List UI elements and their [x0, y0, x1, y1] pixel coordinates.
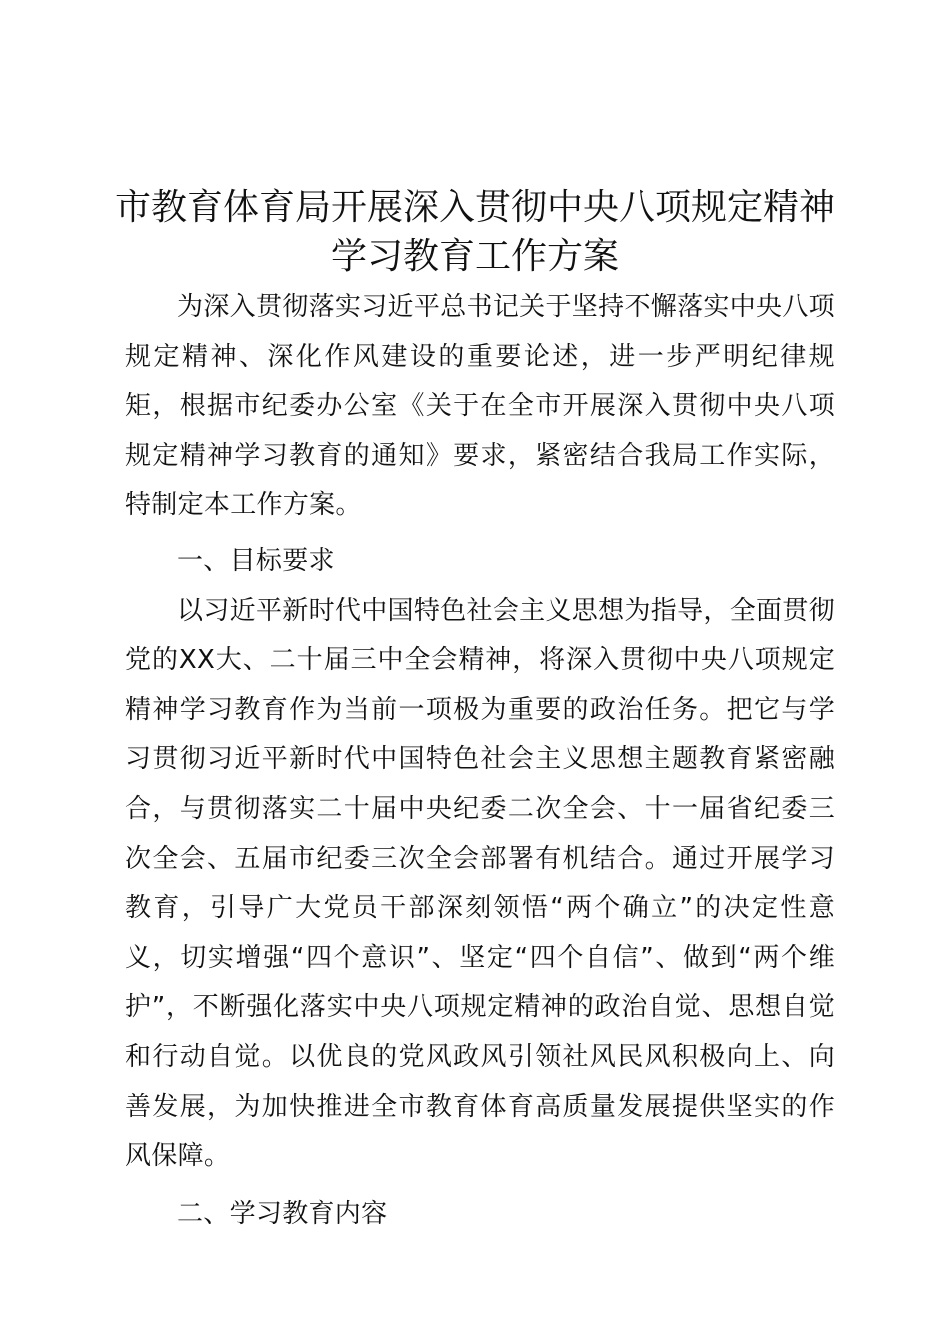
- section-1-paragraph: 以习近平新时代中国特色社会主义思想为指导，全面贯彻党的XX大、二十届三中全会精神，将深入贯彻中央八项规定精神学习教育作为当前一项极为重要的政治任务。把它与学习贯彻习近平新时代中国特色社会主义思想主题教育紧密融合，与贯彻落实二十届中央纪委二次全会、十一届省纪委三次全会、五届市纪委三次全会部署有机结合。通过开展学习教育，引导广大党员干部深刻领悟“两个确立”的决定性意义，切实增强“四个意识”、坚定“四个自信”、做到“两个维护”，不断强化落实中央八项规定精神的政治自觉、思想自觉和行动自觉。以优良的党风政风引领社风民风积极向上、向善发展，为加快推进全市教育体育高质量发展提供坚实的作风保障。: [125, 595, 835, 1172]
- section-1-heading: 一、目标要求: [177, 545, 335, 576]
- document-title-line-1: 市教育体育局开展深入贯彻中央八项规定精神: [114, 187, 835, 228]
- document-body: [125, 283, 835, 1239]
- document-title-line-2: 学习教育工作方案: [330, 236, 619, 277]
- section-2-heading: 二、学习教育内容: [177, 1198, 388, 1229]
- intro-paragraph: 为深入贯彻落实习近平总书记关于坚持不懈落实中央八项规定精神、深化作风建设的重要论述，进一步严明纪律规矩，根据市纪委办公室《关于在全市开展深入贯彻中央八项规定精神学习教育的通知》要求，紧密结合我局工作实际，特制定本工作方案。: [125, 292, 835, 521]
